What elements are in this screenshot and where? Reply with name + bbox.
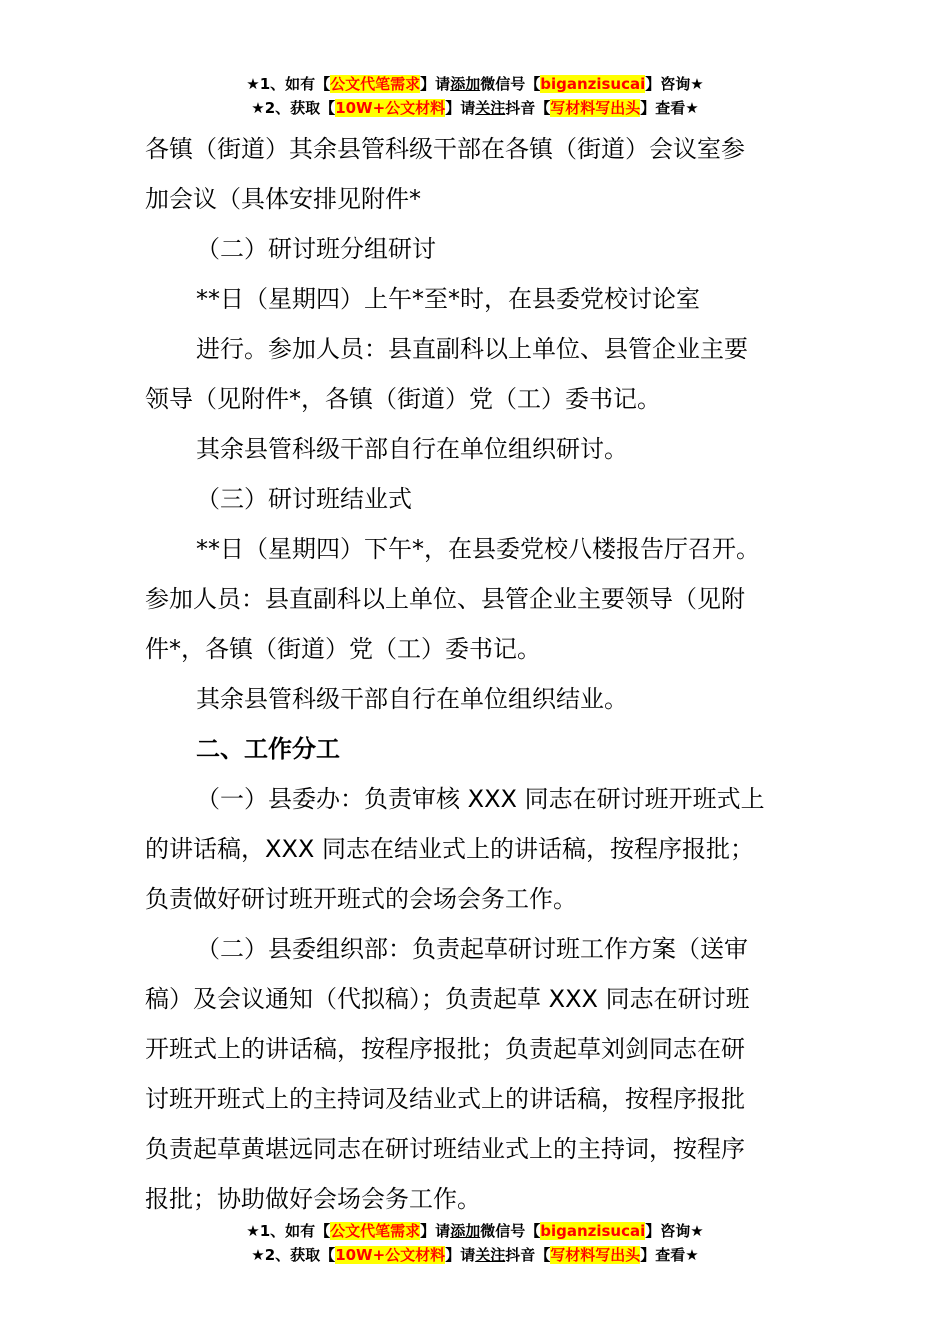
paragraph-line: （二）县委组织部：负责起草研讨班工作方案（送审 [196,935,748,963]
banner-text: 微信号【 [480,75,541,93]
banner-text: 】咨询★ [645,1222,704,1240]
paragraph-line: 参加人员：县直副科以上单位、县管企业主要领导（见附 [145,585,745,613]
paragraph-line: 加会议（具体安排见附件* [145,185,421,213]
douyin-account: 写材料写出头 [550,99,641,117]
section-heading: （二）研讨班分组研讨 [196,235,436,263]
paragraph-line: 讨班开班式上的主持词及结业式上的讲话稿，按程序报批 [145,1085,745,1113]
banner-line-2 [0,1243,950,1267]
wechat-id: biganzisucai [540,1222,646,1240]
banner-highlight: 公文代笔需求 [330,1222,421,1240]
paragraph-line: 的讲话稿，XXX 同志在结业式上的讲话稿，按程序报批； [145,835,754,863]
banner-underline: 添加 [450,1222,481,1240]
wechat-id: biganzisucai [540,75,646,93]
paragraph-line: 其余县管科级干部自行在单位组织结业。 [196,685,628,713]
paragraph-line: （一）县委办：负责审核 XXX 同志在研讨班开班式上 [196,785,765,813]
paragraph-line: 领导（见附件*，各镇（街道）党（工）委书记。 [145,385,661,413]
paragraph-line: 进行。参加人员：县直副科以上单位、县管企业主要 [196,335,748,363]
banner-line-2 [0,96,950,120]
paragraph-line: 件*，各镇（街道）党（工）委书记。 [145,635,541,663]
chapter-heading: 二、工作分工 [196,735,340,763]
section-heading: （三）研讨班结业式 [196,485,412,513]
banner-text: ★1、如有【 [246,75,331,93]
paragraph-line: **日（星期四）上午*至*时，在县委党校讨论室 [196,285,700,313]
banner-underline: 关注 [475,99,506,117]
paragraph-line: 负责起草黄堪远同志在研讨班结业式上的主持词，按程序 [145,1135,745,1163]
banner-text: ★2、获取【 [251,99,336,117]
banner-text: 】请 [420,75,451,93]
paragraph-line: 其余县管科级干部自行在单位组织研讨。 [196,435,628,463]
paragraph-line: **日（星期四）下午*，在县委党校八楼报告厅召开。 [196,535,760,563]
paragraph-line: 报批；协助做好会场会务工作。 [145,1185,481,1213]
paragraph-line: 稿）及会议通知（代拟稿）；负责起草 XXX 同志在研讨班 [145,985,750,1013]
banner-text: 】请 [445,1246,476,1264]
bottom-banner [0,1219,950,1267]
banner-line-1 [0,1219,950,1243]
banner-highlight: 公文代笔需求 [330,75,421,93]
banner-text: 微信号【 [480,1222,541,1240]
paragraph-line: 各镇（街道）其余县管科级干部在各镇（街道）会议室参 [145,135,745,163]
banner-text: 】咨询★ [645,75,704,93]
banner-text: 】查看★ [640,99,699,117]
banner-line-1 [0,72,950,96]
banner-text: 】请 [420,1222,451,1240]
banner-underline: 关注 [475,1246,506,1264]
banner-underline: 添加 [450,75,481,93]
paragraph-line: 负责做好研讨班开班式的会场会务工作。 [145,885,577,913]
document-body [145,124,810,1224]
banner-text: ★1、如有【 [246,1222,331,1240]
douyin-account: 写材料写出头 [550,1246,641,1264]
paragraph-line: 开班式上的讲话稿，按程序报批；负责起草刘剑同志在研 [145,1035,745,1063]
banner-text: 抖音【 [505,1246,551,1264]
banner-text: 】请 [445,99,476,117]
banner-text: 】查看★ [640,1246,699,1264]
banner-text: ★2、获取【 [251,1246,336,1264]
banner-highlight: 10W+公文材料 [335,1246,446,1264]
top-banner [0,72,950,120]
banner-highlight: 10W+公文材料 [335,99,446,117]
banner-text: 抖音【 [505,99,551,117]
